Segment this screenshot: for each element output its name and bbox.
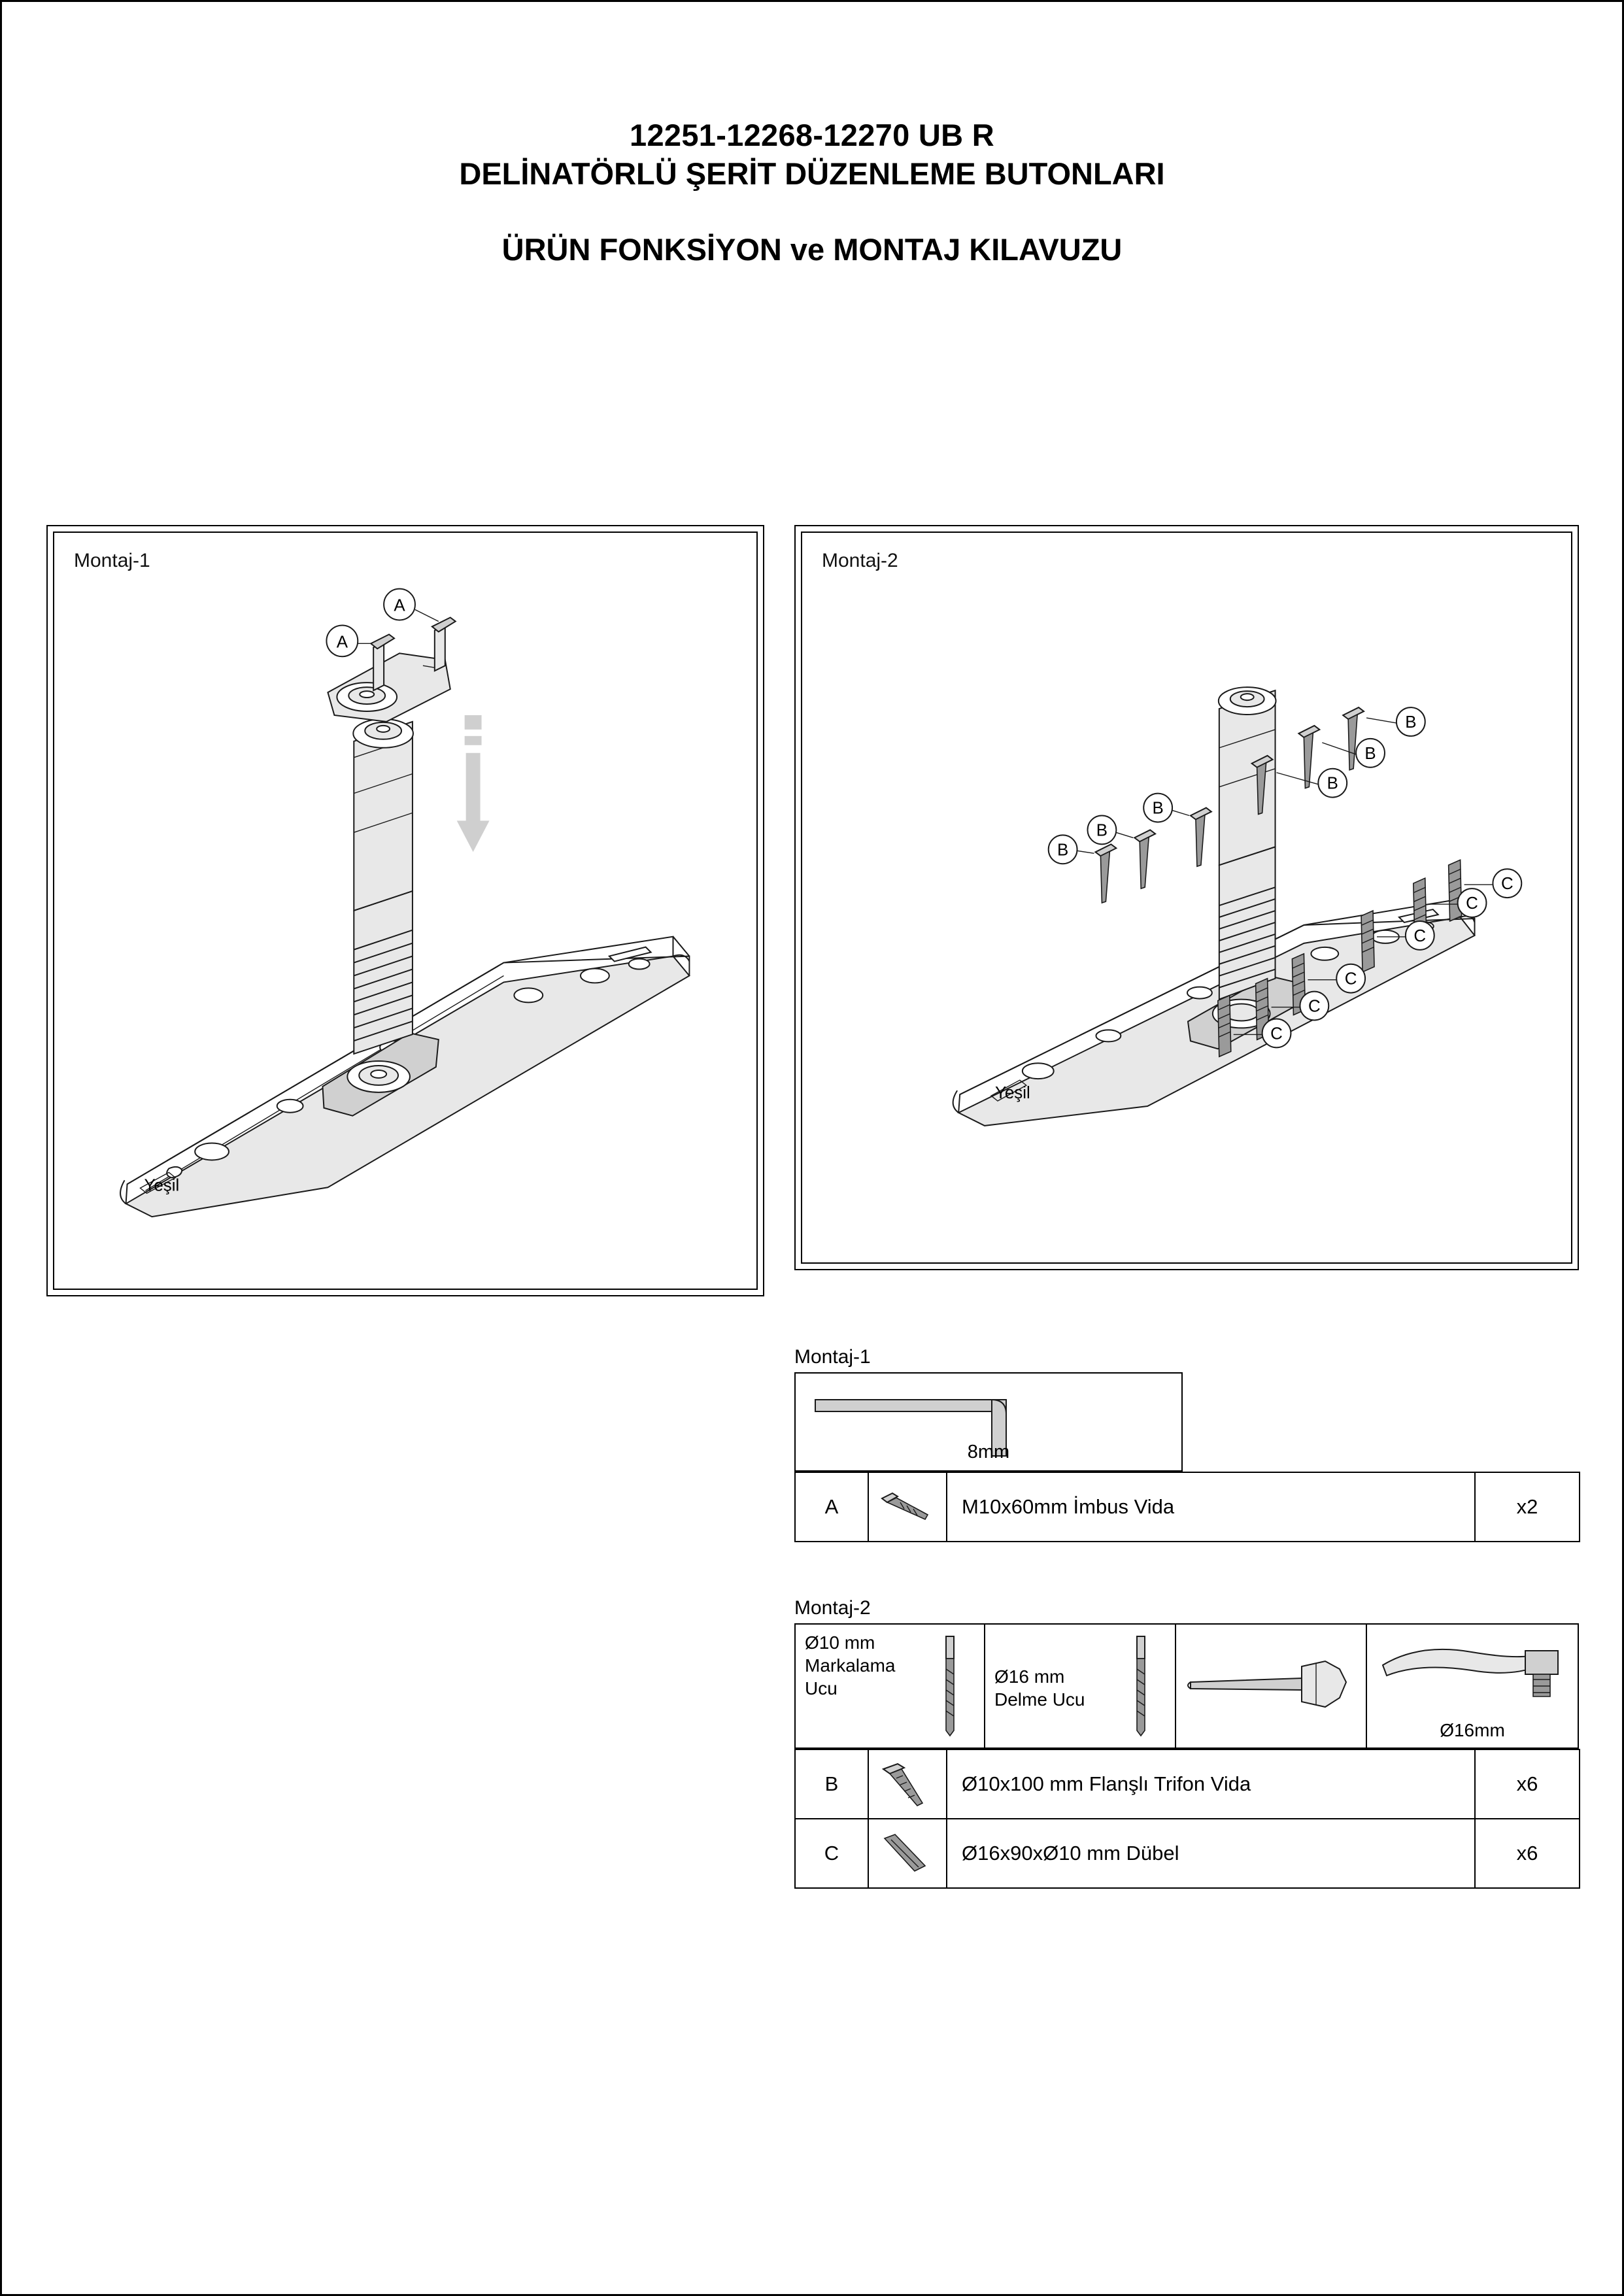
svg-text:C: C: [1413, 926, 1427, 945]
panel-montaj-1-label: Montaj-1: [74, 550, 150, 571]
parts-montaj-1-label: Montaj-1: [794, 1346, 871, 1368]
allen-key-tool-cell: [794, 1372, 1183, 1472]
tool-drill-bit-line1: Ø16 mm: [994, 1666, 1065, 1687]
svg-text:B: B: [1327, 774, 1338, 793]
svg-text:C: C: [1500, 875, 1514, 894]
bolt-a-2: [432, 617, 456, 671]
lag-screw-b-4: [1143, 794, 1211, 867]
part-qty-c: x6: [1475, 1819, 1580, 1888]
delineator-post: [353, 719, 413, 1054]
lag-screw-b-1: [1343, 707, 1425, 770]
hammer-icon: [1185, 1652, 1358, 1720]
tool-ratchet-cell: [1367, 1623, 1579, 1749]
panel-montaj-2-label: Montaj-2: [822, 550, 898, 571]
lag-screw-b-6: [1049, 835, 1117, 903]
part-letter-c: C: [795, 1819, 868, 1888]
tool-marking-bit-line3: Ucu: [805, 1678, 837, 1698]
svg-text:B: B: [1364, 744, 1376, 763]
anchor-dowel-icon-svg: [869, 1825, 942, 1882]
svg-text:Yeşil: Yeşil: [144, 1176, 180, 1195]
drill-bit-icon: [1125, 1632, 1158, 1737]
svg-text:C: C: [1344, 970, 1357, 988]
callout-a-lower: [326, 625, 372, 656]
panel-montaj-1: [46, 525, 764, 1296]
part-description-a: M10x60mm İmbus Vida: [947, 1472, 1475, 1542]
panel-montaj-2: [794, 525, 1579, 1270]
page-title-line-1: 12251-12268-12270 UB R: [630, 118, 994, 152]
tool-hammer-cell: [1176, 1623, 1367, 1749]
montaj-1-figure: [48, 526, 763, 1295]
callout-a-upper: [384, 589, 439, 622]
tool-marking-bit-line2: Markalama: [805, 1655, 896, 1676]
page-subtitle: ÜRÜN FONKSİYON ve MONTAJ KILAVUZU: [501, 231, 1123, 267]
delineator-post-2: [1219, 687, 1276, 999]
svg-text:A: A: [394, 596, 405, 615]
anchor-dowel-icon: [868, 1819, 947, 1888]
tool-drill-bit-line2: Delme Ucu: [994, 1689, 1085, 1710]
anchor-dowel-c-1: [1449, 860, 1522, 921]
svg-text:B: B: [1057, 841, 1069, 860]
page-title-line-2: DELİNATÖRLÜ ŞERİT DÜZENLEME BUTONLARI: [459, 156, 1165, 191]
part-letter-a: A: [795, 1472, 868, 1542]
part-letter-b: B: [795, 1749, 868, 1819]
table-row: [795, 1819, 1580, 1888]
svg-text:B: B: [1096, 821, 1108, 840]
parts-table-montaj-1: [794, 1472, 1580, 1542]
tool-drill-bit-cell: [985, 1623, 1176, 1749]
montaj-2-figure: [796, 526, 1578, 1269]
svg-text:C: C: [1308, 997, 1321, 1016]
svg-text:Yeşil: Yeşil: [994, 1084, 1030, 1103]
ratchet-wrench-icon: [1374, 1639, 1570, 1711]
title-block: [2, 116, 1622, 267]
svg-text:C: C: [1466, 894, 1478, 913]
lag-screw-icon: [868, 1749, 947, 1819]
svg-text:B: B: [1152, 799, 1164, 818]
marking-drill-bit-icon: [934, 1632, 967, 1737]
table-row: [795, 1749, 1580, 1819]
table-row: [795, 1472, 1580, 1542]
hex-bolt-icon: [868, 1472, 947, 1542]
part-description-b: Ø10x100 mm Flanşlı Trifon Vida: [947, 1749, 1475, 1819]
svg-text:A: A: [336, 633, 348, 652]
lag-screw-icon-svg: [869, 1756, 942, 1812]
montaj-2-tool-strip: [794, 1623, 1579, 1749]
assembly-arrow: [457, 715, 490, 852]
svg-text:C: C: [1270, 1024, 1283, 1043]
tool-ratchet-caption: Ø16mm: [1440, 1720, 1505, 1740]
part-qty-b: x6: [1475, 1749, 1580, 1819]
part-description-c: Ø16x90xØ10 mm Dübel: [947, 1819, 1475, 1888]
part-qty-a: x2: [1475, 1472, 1580, 1542]
top-bracket: [328, 653, 450, 722]
svg-text:B: B: [1405, 713, 1417, 732]
parts-table-montaj-2: [794, 1749, 1580, 1889]
tool-marking-bit-line1: Ø10 mm: [805, 1632, 875, 1653]
tool-marking-bit-cell: [794, 1623, 985, 1749]
parts-montaj-2-label: Montaj-2: [794, 1597, 871, 1619]
allen-key-size-label: 8mm: [967, 1442, 1010, 1462]
hex-bolt-icon-svg: [869, 1479, 942, 1535]
